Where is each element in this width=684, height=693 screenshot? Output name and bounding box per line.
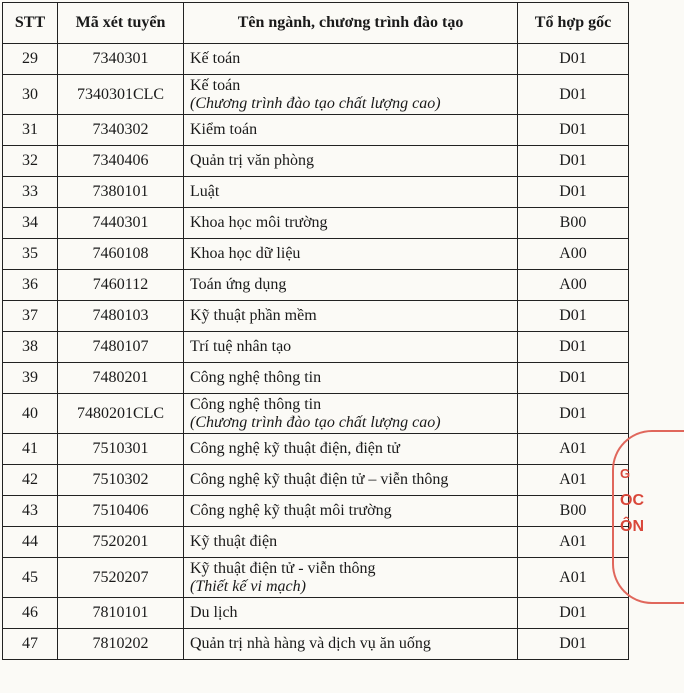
cell-name bbox=[184, 394, 518, 434]
cell-stt: 46 bbox=[3, 598, 58, 629]
table-row bbox=[3, 146, 629, 177]
stamp-fragment: OC bbox=[620, 492, 644, 509]
cell-name bbox=[184, 146, 518, 177]
cell-code: 7480201CLC bbox=[58, 394, 184, 434]
cell-name bbox=[184, 558, 518, 598]
program-name: Khoa học dữ liệu bbox=[190, 245, 301, 262]
program-note: (Chương trình đào tạo chất lượng cao) bbox=[190, 413, 441, 431]
program-name: Kiểm toán bbox=[190, 121, 258, 138]
program-name: Toán ứng dụng bbox=[190, 276, 287, 293]
cell-name bbox=[184, 208, 518, 239]
stamp-fragment: G bbox=[620, 466, 631, 481]
table-row bbox=[3, 558, 629, 598]
cell-combo: D01 bbox=[518, 394, 629, 434]
table-row bbox=[3, 44, 629, 75]
cell-name bbox=[184, 434, 518, 465]
cell-stt: 38 bbox=[3, 332, 58, 363]
cell-code: 7510302 bbox=[58, 465, 184, 496]
cell-combo: D01 bbox=[518, 629, 629, 660]
red-stamp bbox=[620, 430, 680, 600]
table-row bbox=[3, 363, 629, 394]
cell-code: 7520207 bbox=[58, 558, 184, 598]
cell-code: 7480107 bbox=[58, 332, 184, 363]
program-name: Công nghệ kỹ thuật môi trường bbox=[190, 502, 392, 519]
cell-name bbox=[184, 465, 518, 496]
cell-stt: 36 bbox=[3, 270, 58, 301]
table-row bbox=[3, 75, 629, 115]
cell-stt: 44 bbox=[3, 527, 58, 558]
program-name: Quản trị văn phòng bbox=[190, 152, 314, 169]
cell-name bbox=[184, 332, 518, 363]
cell-name bbox=[184, 115, 518, 146]
cell-combo: D01 bbox=[518, 44, 629, 75]
header-stt: STT bbox=[3, 3, 58, 44]
program-name: Trí tuệ nhân tạo bbox=[190, 338, 292, 355]
program-name: Quản trị nhà hàng và dịch vụ ăn uống bbox=[190, 635, 431, 652]
table-row bbox=[3, 465, 629, 496]
table-body bbox=[3, 44, 629, 660]
cell-combo: A01 bbox=[518, 465, 629, 496]
table-row bbox=[3, 270, 629, 301]
program-name: Công nghệ kỹ thuật điện tử – viễn thông bbox=[190, 471, 449, 488]
cell-name bbox=[184, 629, 518, 660]
cell-code: 7480103 bbox=[58, 301, 184, 332]
cell-code: 7810202 bbox=[58, 629, 184, 660]
cell-name bbox=[184, 44, 518, 75]
cell-stt: 33 bbox=[3, 177, 58, 208]
cell-stt: 35 bbox=[3, 239, 58, 270]
cell-combo: B00 bbox=[518, 208, 629, 239]
cell-name bbox=[184, 177, 518, 208]
cell-name bbox=[184, 496, 518, 527]
program-name: Luật bbox=[190, 183, 220, 200]
cell-combo: A00 bbox=[518, 270, 629, 301]
cell-code: 7340301CLC bbox=[58, 75, 184, 115]
cell-code: 7380101 bbox=[58, 177, 184, 208]
cell-combo: D01 bbox=[518, 177, 629, 208]
program-name: Kế toán bbox=[190, 76, 241, 94]
cell-stt: 32 bbox=[3, 146, 58, 177]
cell-name bbox=[184, 363, 518, 394]
program-name: Kỹ thuật phần mềm bbox=[190, 307, 317, 324]
program-name: Công nghệ thông tin bbox=[190, 369, 322, 386]
cell-code: 7510301 bbox=[58, 434, 184, 465]
program-name: Công nghệ kỹ thuật điện, điện tử bbox=[190, 440, 400, 457]
table-row bbox=[3, 394, 629, 434]
cell-stt: 40 bbox=[3, 394, 58, 434]
program-name: Kế toán bbox=[190, 50, 241, 67]
table-row bbox=[3, 239, 629, 270]
cell-stt: 41 bbox=[3, 434, 58, 465]
stamp-fragment: ÔN bbox=[620, 518, 644, 535]
program-name: Công nghệ thông tin bbox=[190, 395, 322, 413]
program-name: Du lịch bbox=[190, 604, 238, 621]
cell-combo: A01 bbox=[518, 527, 629, 558]
program-note: (Thiết kế vi mạch) bbox=[190, 577, 306, 595]
admissions-table bbox=[2, 2, 629, 660]
cell-name bbox=[184, 270, 518, 301]
header-code: Mã xét tuyển bbox=[58, 3, 184, 44]
cell-stt: 45 bbox=[3, 558, 58, 598]
program-name: Kỹ thuật điện bbox=[190, 533, 278, 550]
cell-code: 7440301 bbox=[58, 208, 184, 239]
cell-combo: D01 bbox=[518, 332, 629, 363]
table-row bbox=[3, 598, 629, 629]
table-row bbox=[3, 208, 629, 239]
cell-combo: D01 bbox=[518, 598, 629, 629]
cell-code: 7480201 bbox=[58, 363, 184, 394]
cell-combo: A00 bbox=[518, 239, 629, 270]
cell-combo: A01 bbox=[518, 558, 629, 598]
program-note: (Chương trình đào tạo chất lượng cao) bbox=[190, 94, 441, 112]
cell-name bbox=[184, 75, 518, 115]
table-header-row bbox=[3, 3, 629, 44]
table-row bbox=[3, 629, 629, 660]
cell-combo: D01 bbox=[518, 115, 629, 146]
cell-combo: D01 bbox=[518, 301, 629, 332]
cell-stt: 37 bbox=[3, 301, 58, 332]
cell-combo: D01 bbox=[518, 75, 629, 115]
cell-name bbox=[184, 301, 518, 332]
cell-combo: B00 bbox=[518, 496, 629, 527]
header-combo: Tổ hợp gốc bbox=[518, 3, 629, 44]
cell-name bbox=[184, 598, 518, 629]
header-name: Tên ngành, chương trình đào tạo bbox=[184, 3, 518, 44]
table-row bbox=[3, 434, 629, 465]
table-row bbox=[3, 177, 629, 208]
cell-stt: 34 bbox=[3, 208, 58, 239]
cell-code: 7340301 bbox=[58, 44, 184, 75]
cell-code: 7340406 bbox=[58, 146, 184, 177]
program-name: Kỹ thuật điện tử - viễn thông bbox=[190, 559, 376, 577]
cell-combo: D01 bbox=[518, 146, 629, 177]
cell-stt: 43 bbox=[3, 496, 58, 527]
cell-combo: D01 bbox=[518, 363, 629, 394]
cell-stt: 30 bbox=[3, 75, 58, 115]
cell-code: 7810101 bbox=[58, 598, 184, 629]
stamp-ring bbox=[612, 430, 684, 604]
cell-code: 7460108 bbox=[58, 239, 184, 270]
cell-code: 7460112 bbox=[58, 270, 184, 301]
cell-stt: 47 bbox=[3, 629, 58, 660]
cell-code: 7520201 bbox=[58, 527, 184, 558]
program-name: Khoa học môi trường bbox=[190, 214, 328, 231]
table-row bbox=[3, 301, 629, 332]
cell-name bbox=[184, 239, 518, 270]
cell-stt: 39 bbox=[3, 363, 58, 394]
cell-stt: 42 bbox=[3, 465, 58, 496]
cell-code: 7510406 bbox=[58, 496, 184, 527]
table-row bbox=[3, 332, 629, 363]
cell-combo: A01 bbox=[518, 434, 629, 465]
table-row bbox=[3, 496, 629, 527]
cell-stt: 31 bbox=[3, 115, 58, 146]
cell-stt: 29 bbox=[3, 44, 58, 75]
table-row bbox=[3, 527, 629, 558]
cell-code: 7340302 bbox=[58, 115, 184, 146]
cell-name bbox=[184, 527, 518, 558]
table-row bbox=[3, 115, 629, 146]
